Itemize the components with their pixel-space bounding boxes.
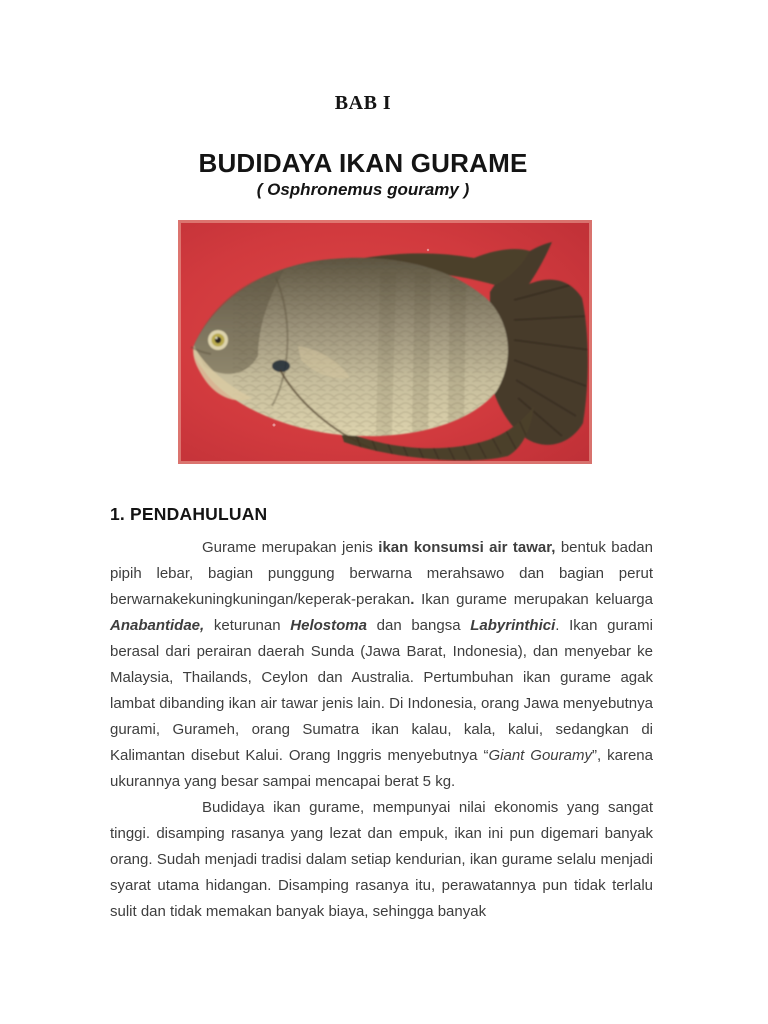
text-run: Helostoma [290, 617, 367, 634]
section-heading: 1. PENDAHULUAN [110, 504, 268, 524]
gourami-photo-figure [178, 220, 592, 464]
text-run: . [410, 591, 415, 608]
text-run: dan bangsa [366, 617, 471, 634]
page-subtitle: ( Osphronemus gouramy ) [256, 180, 470, 199]
fish-eye [208, 330, 228, 350]
chapter-heading: BAB I [334, 92, 392, 114]
gourami-photo-image [178, 220, 592, 464]
text-run: ”, karena ukurannya yang besar sampai mencapai berat 5 kg. [110, 747, 653, 790]
text-run: Anabantidae, [110, 617, 205, 634]
text-run: . Ikan gurami berasal dari perairan daerah Sunda (Jawa Barat, Indonesia), dan menyebar ke Malaysia, Thailands, Ceylon dan Australia. Pertumbuhan ikan gurame agak lambat dibanding ikan air tawar jenis lain. Di Indonesia, orang Jawa menyebutnya gurami, Gurameh, orang Sumatra ikan kalau, kala, kalui, sedangkan di Kalimantan disebut Kalui. Orang Inggris menyebutnya “ [110, 617, 653, 764]
body-text [110, 535, 653, 925]
text-run: keturunan [204, 617, 291, 634]
text-run: Budidaya ikan gurame, mempunyai nilai ekonomis yang sangat tinggi. disamping rasanya yang lezat dan empuk, ikan ini pun digemari banyak orang. Sudah menjadi tradisi dalam setiap kendurian, ikan gurame selalu menjadi syarat utama hidangan. Disamping rasanya itu, perawatannya pun tidak terlalu sulit dan tidak memakan banyak biaya, sehingga banyak [110, 799, 653, 920]
text-run: Ikan gurame merupakan keluarga [414, 591, 653, 608]
text-run: ikan konsumsi air tawar, [378, 539, 556, 556]
text-run: Labyrinthici [470, 617, 556, 634]
paragraph [110, 535, 653, 795]
paragraph [110, 795, 653, 925]
page-title: BUDIDAYA IKAN GURAME [198, 148, 528, 178]
text-run: Gurame merupakan jenis [202, 539, 379, 556]
text-run: bentuk badan pipih lebar, bagian punggung berwarna merahsawo dan bagian perut berwarnakekuningkuningan/keperak-perakan [110, 539, 653, 608]
text-run: Giant Gouramy [488, 747, 592, 764]
